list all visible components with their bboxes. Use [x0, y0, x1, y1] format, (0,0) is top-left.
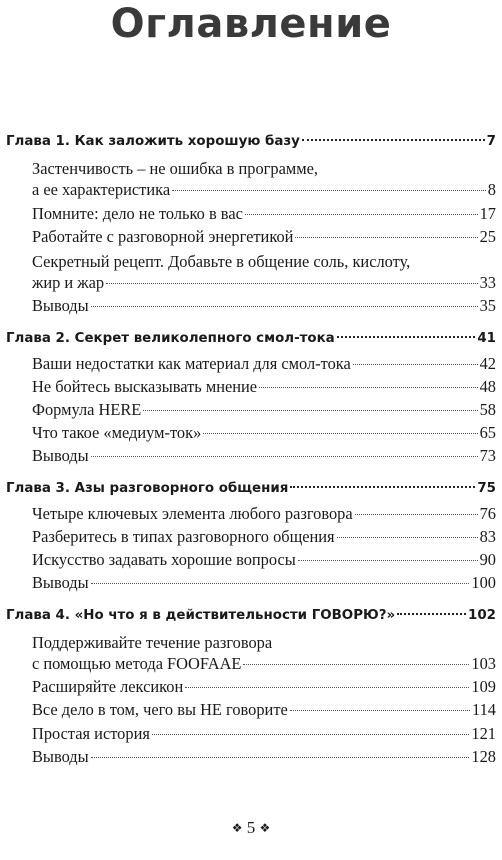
toc-entry-page: 109 — [471, 677, 496, 697]
chapter-heading-page: 102 — [468, 607, 496, 623]
dot-leader — [91, 757, 470, 758]
toc-entry — [6, 227, 496, 250]
toc-entry-title: Работайте с разговорной энергетикой — [32, 226, 294, 246]
toc-entry — [6, 504, 496, 527]
toc-entry-title: Ваши недостатки как материал для смол-тока — [32, 353, 351, 373]
toc-entry-title: Выводы — [32, 573, 89, 593]
toc-entry — [6, 354, 496, 377]
toc-entry — [6, 377, 496, 400]
toc-entry — [6, 446, 496, 469]
ornament-left-icon: ❖ — [231, 821, 243, 835]
toc-entry-page: 58 — [479, 400, 496, 420]
toc-entry-page: 76 — [479, 503, 496, 523]
toc-entry-title: Выводы — [32, 446, 89, 466]
chapter-heading-page: 7 — [486, 134, 496, 149]
toc-entry-page: 128 — [471, 746, 496, 766]
toc-entry-title: Простая история — [32, 723, 150, 743]
dot-leader — [143, 410, 477, 411]
chapter-block — [6, 331, 496, 470]
toc-entry — [6, 700, 496, 723]
chapter-heading — [6, 608, 496, 631]
toc-entry-page: 33 — [479, 273, 496, 293]
toc-entry-title: Что такое «медиум-ток» — [32, 423, 202, 443]
toc-entry-page: 73 — [479, 446, 496, 466]
toc-entry-title: Формула HERE — [32, 400, 142, 420]
toc-entry — [6, 550, 496, 573]
page-number: 5 — [246, 818, 256, 837]
ornament-right-icon: ❖ — [259, 821, 271, 835]
dot-leader — [353, 364, 478, 365]
dot-leader — [397, 613, 466, 615]
dot-leader — [337, 537, 478, 538]
chapter-heading — [6, 331, 496, 354]
toc-entry — [6, 724, 496, 747]
toc-entry-title: Разберитесь в типах разговорного общения — [32, 527, 335, 546]
page-title: Оглавление — [110, 1, 392, 47]
toc-entry-title: жир и жар — [32, 273, 105, 293]
chapter-heading — [6, 134, 496, 157]
toc-entry-title: Не бойтесь высказывать мнение — [32, 376, 258, 396]
chapter-block — [6, 481, 496, 597]
toc-entry-line: Застенчивость – не ошибка в программе, — [32, 159, 318, 179]
toc-entry-page: 65 — [479, 423, 496, 443]
chapter-heading-page: 75 — [477, 480, 496, 496]
table-of-contents — [6, 134, 496, 781]
toc-entry-page: 103 — [471, 653, 496, 673]
chapter-heading-title: Глава 4. «Но что я в действительности ГОВОРЮ?» — [6, 607, 396, 623]
dot-leader — [91, 583, 470, 584]
chapter-block — [6, 134, 496, 320]
toc-entry — [6, 677, 496, 700]
chapter-heading-title: Глава 2. Секрет великолепного смол-тока — [6, 330, 335, 346]
toc-entry-line: Секретный рецепт. Добавьте в общение соль, кислоту, — [32, 251, 411, 271]
toc-entry-page: 114 — [472, 700, 496, 720]
dot-leader — [302, 139, 485, 141]
toc-entry — [6, 654, 496, 677]
chapter-heading-title: Глава 3. Азы разговорного общения — [6, 480, 289, 496]
toc-entry-page: 121 — [471, 723, 496, 743]
toc-entry-title: а ее характеристика — [32, 180, 171, 200]
toc-entry — [6, 296, 496, 319]
toc-entry-page: 25 — [479, 226, 496, 246]
dot-leader — [290, 710, 470, 711]
toc-entry — [6, 400, 496, 423]
toc-entry-title: Выводы — [32, 746, 89, 766]
toc-entry-title: Искусство задавать хорошие вопросы — [32, 550, 296, 570]
toc-entry — [6, 573, 496, 596]
toc-entry — [6, 747, 496, 770]
dot-leader — [298, 560, 478, 561]
dot-leader — [203, 433, 477, 434]
toc-entry-page: 8 — [487, 180, 496, 200]
toc-entry-page: 35 — [479, 296, 496, 316]
dot-leader — [243, 664, 469, 665]
dot-leader — [259, 387, 478, 388]
toc-entry-page: 48 — [479, 376, 496, 396]
toc-entry — [6, 527, 496, 550]
toc-entry-page: 42 — [479, 353, 496, 373]
dot-leader — [172, 190, 486, 191]
chapter-heading-page: 41 — [477, 330, 496, 346]
toc-entry — [6, 180, 496, 203]
toc-entry-line: Поддерживайте течение разговора — [32, 632, 273, 652]
chapter-heading — [6, 481, 496, 504]
dot-leader — [290, 486, 475, 488]
toc-entry-title: Помните: дело не только в вас — [32, 203, 243, 223]
toc-entry — [6, 204, 496, 227]
dot-leader — [106, 283, 478, 284]
toc-entry-page: 17 — [479, 203, 496, 223]
dot-leader — [185, 687, 469, 688]
dot-leader — [245, 214, 478, 215]
dot-leader — [91, 456, 478, 457]
chapter-heading-title: Глава 1. Как заложить хорошую базу — [6, 134, 300, 149]
toc-entry-title: с помощью метода FOOFAAE — [32, 653, 242, 673]
dot-leader — [337, 336, 476, 338]
dot-leader — [152, 734, 470, 735]
toc-entry-title: Четыре ключевых элемента любого разговора — [32, 503, 353, 523]
toc-entry-page: 90 — [479, 550, 496, 570]
page-folio — [0, 818, 502, 838]
toc-entry-page: 83 — [479, 527, 496, 546]
toc-entry — [6, 423, 496, 446]
toc-entry — [6, 273, 496, 296]
dot-leader — [295, 237, 477, 238]
toc-entry-page: 100 — [471, 573, 496, 593]
toc-entry-title: Расширяйте лексикон — [32, 677, 184, 697]
dot-leader — [91, 306, 478, 307]
toc-entry-title: Все дело в том, чего вы НЕ говорите — [32, 700, 288, 720]
chapter-block — [6, 608, 496, 770]
dot-leader — [355, 514, 478, 515]
toc-entry-title: Выводы — [32, 296, 89, 316]
